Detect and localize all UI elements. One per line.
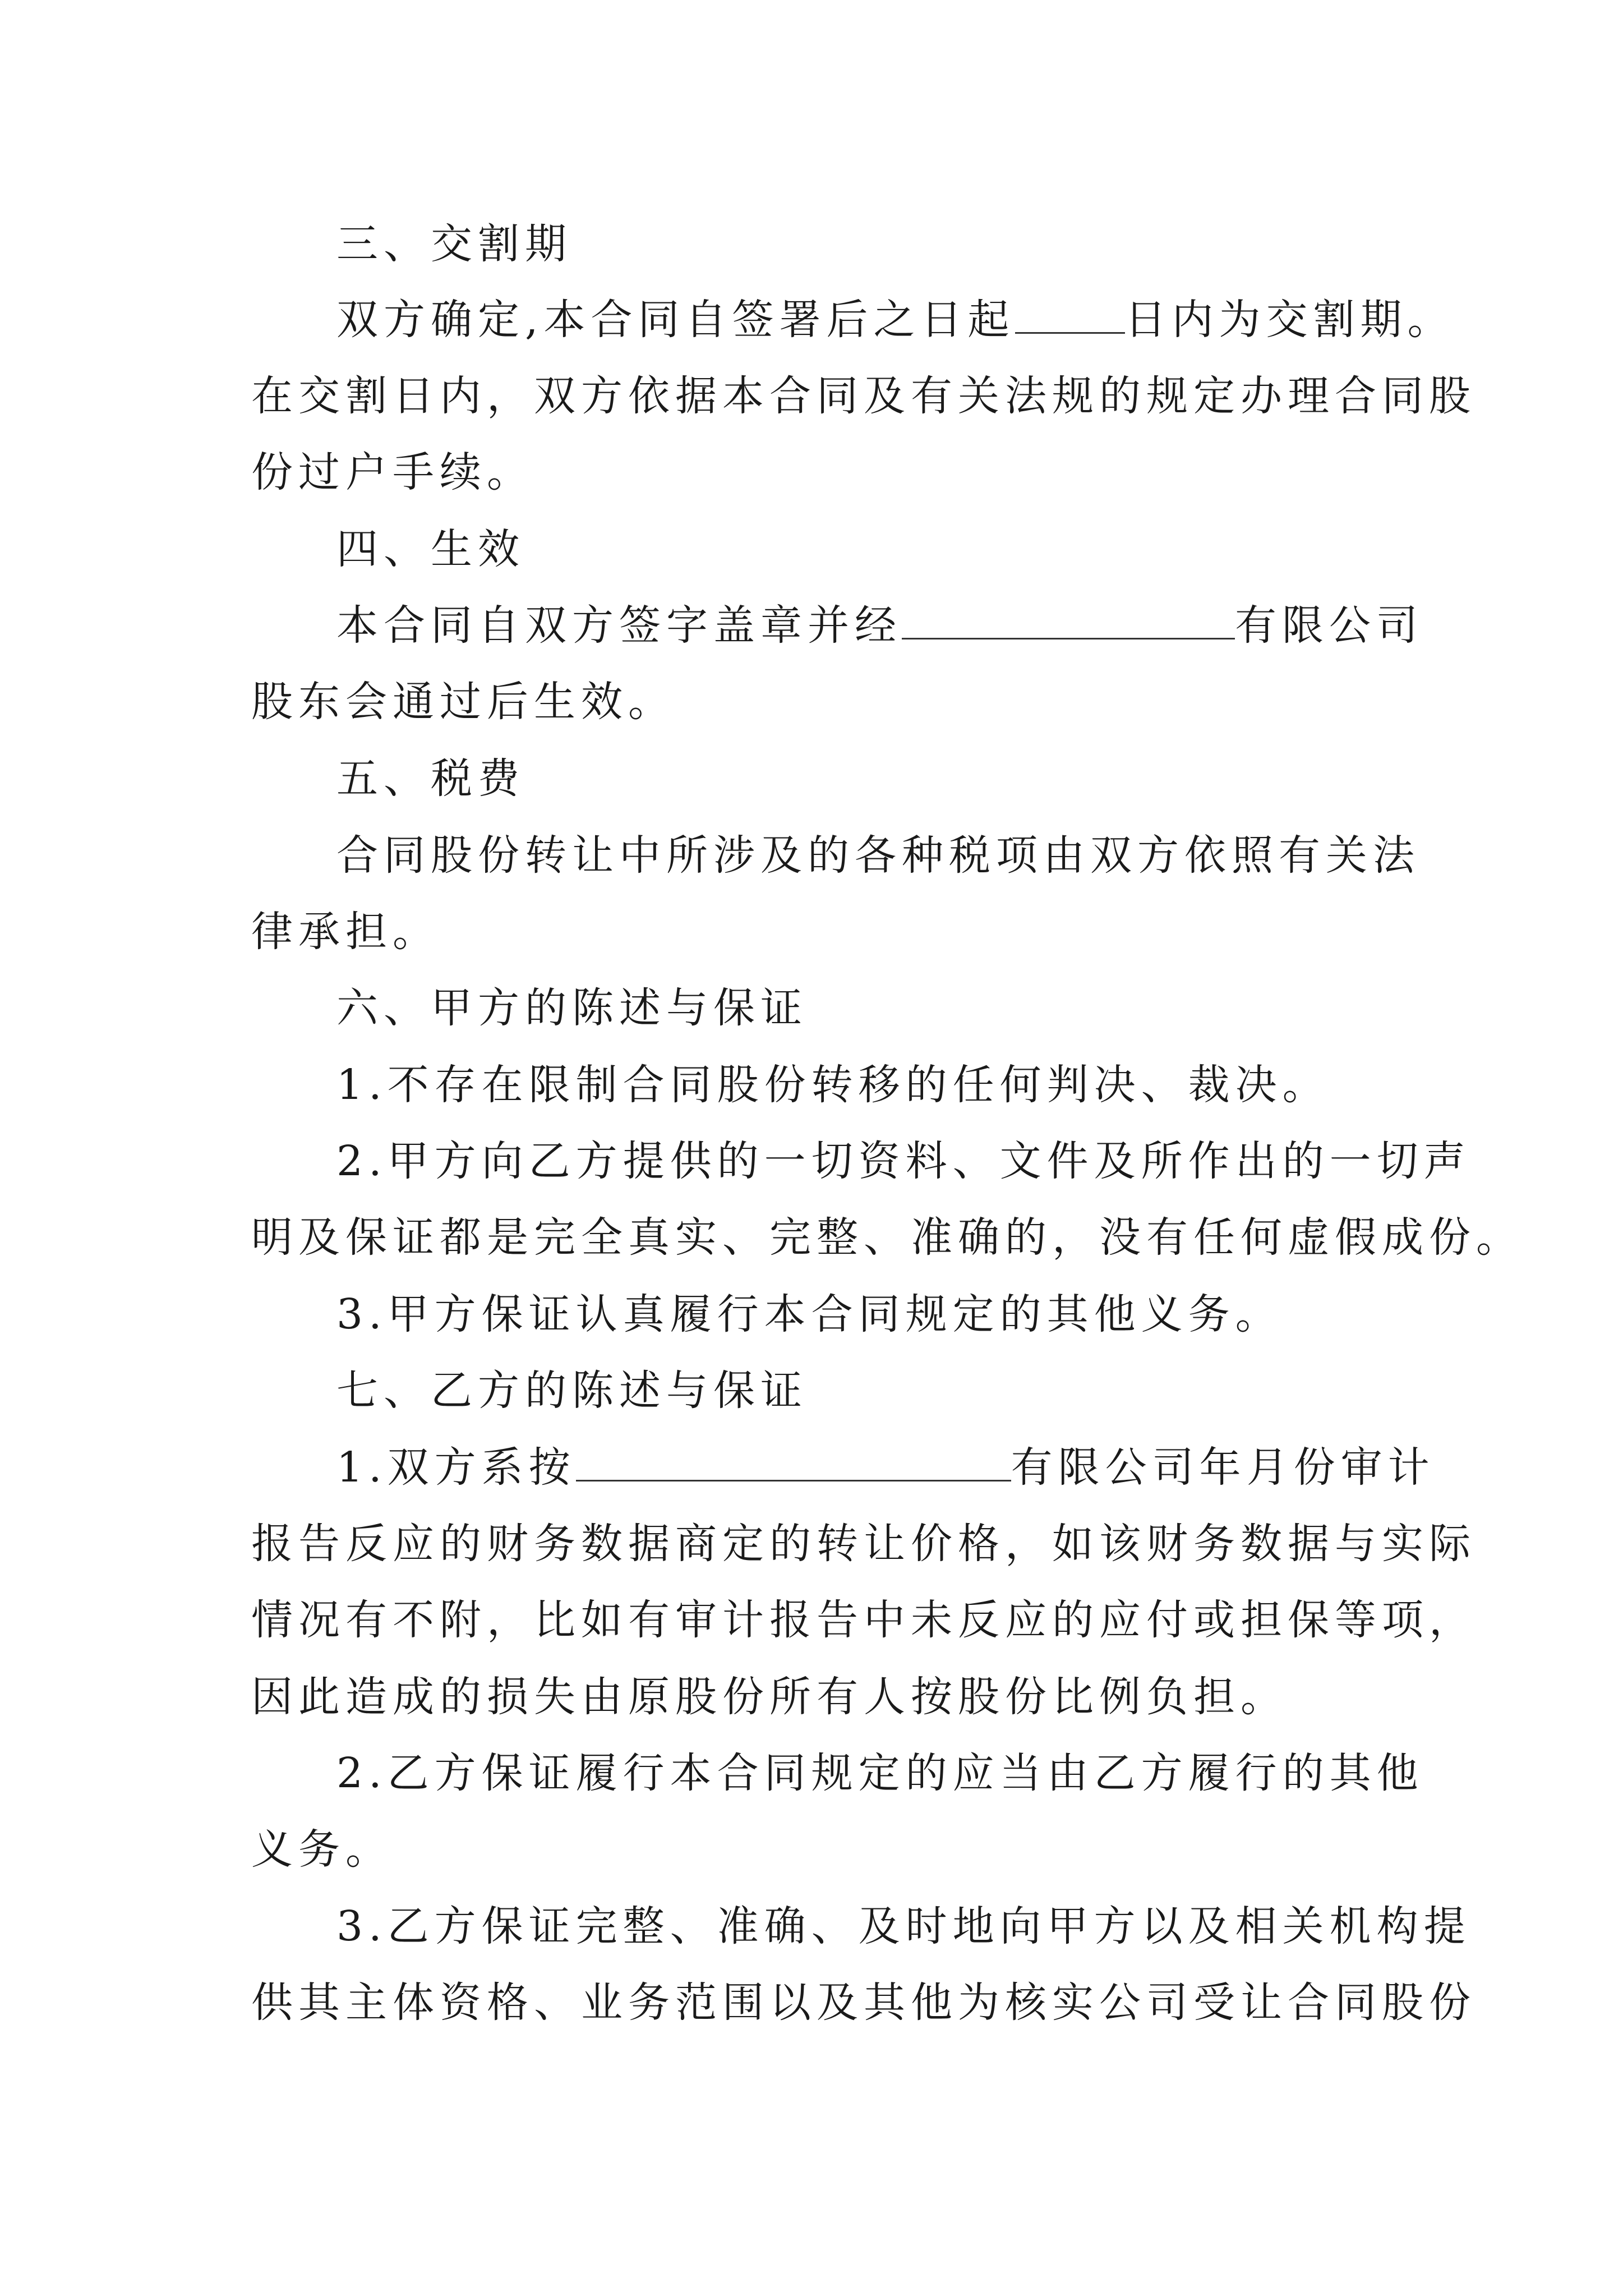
section-5-text-a: 合同股份转让中所涉及的各种税项由双方依照有关法: [336, 831, 1420, 880]
section-3-paragraph-line-2: [251, 368, 1476, 424]
section-6-item-1: [336, 1057, 1330, 1113]
section-7-item-1-text-a: 1.双方系按: [336, 1443, 576, 1492]
section-7-item-1-text-b: 有限公司年月份审计: [1011, 1443, 1435, 1492]
section-7-heading: [336, 1363, 808, 1419]
section-6-item-2-line-1: [336, 1133, 1471, 1189]
section-3-text-a: 双方确定,本合同自签署后之日起: [336, 296, 1015, 344]
delivery-days-blank: [1015, 295, 1125, 334]
section-4-paragraph-line-1: [336, 597, 1423, 654]
section-4-text-c: 股东会通过后生效。: [251, 678, 675, 726]
section-7-item-1-text-c: 报告反应的财务数据商定的转让价格，如该财务数据与实际: [251, 1520, 1476, 1568]
section-6-item-2-text-a: 2.甲方向乙方提供的一切资料、文件及所作出的一切声: [336, 1137, 1471, 1185]
section-4-heading-text: 四、生效: [336, 525, 525, 573]
section-6-heading: [336, 980, 808, 1036]
section-6-item-2-line-2: [251, 1209, 1523, 1266]
section-7-item-2-line-1: [336, 1745, 1424, 1801]
section-7-item-1-line-4: [251, 1669, 1288, 1725]
section-4-text-b: 有限公司: [1235, 601, 1423, 650]
section-7-item-2-text-a: 2.乙方保证履行本合同规定的应当由乙方履行的其他: [336, 1749, 1424, 1797]
section-7-item-1-line-3: [251, 1592, 1476, 1648]
section-7-item-2-line-2: [251, 1821, 393, 1878]
section-3-heading: [336, 216, 572, 272]
section-7-item-3-line-2: [251, 1975, 1476, 2031]
section-7-item-3-text-b: 供其主体资格、业务范围以及其他为核实公司受让合同股份: [251, 1978, 1476, 2027]
section-4-text-a: 本合同自双方签字盖章并经: [336, 601, 902, 650]
section-6-item-1-text: 1.不存在限制合同股份转移的任何判决、裁决。: [336, 1061, 1330, 1109]
section-7-item-3-line-1: [336, 1898, 1471, 1954]
section-3-text-c: 在交割日内，双方依据本合同及有关法规的规定办理合同股: [251, 372, 1476, 420]
section-7-heading-text: 七、乙方的陈述与保证: [336, 1366, 808, 1415]
section-4-heading: [336, 521, 525, 577]
section-6-item-3-text: 3.甲方保证认真履行本合同规定的其他义务。: [336, 1290, 1283, 1338]
audit-company-blank: [576, 1443, 1011, 1481]
section-7-item-1-line-2: [251, 1516, 1476, 1572]
section-7-item-1-line-1: [336, 1439, 1435, 1496]
section-3-paragraph-line-1: [336, 292, 1455, 348]
section-3-paragraph-line-3: [251, 444, 534, 500]
section-3-heading-text: 三、交割期: [336, 220, 572, 268]
section-7-item-3-text-a: 3.乙方保证完整、准确、及时地向甲方以及相关机构提: [336, 1902, 1471, 1950]
section-5-paragraph-line-1: [336, 827, 1420, 884]
company-name-blank: [902, 601, 1235, 639]
section-4-paragraph-line-2: [251, 674, 675, 730]
section-6-item-2-text-b: 明及保证都是完全真实、完整、准确的，没有任何虚假成份。: [251, 1213, 1523, 1262]
section-7-item-1-text-d: 情况有不附，比如有审计报告中未反应的应付或担保等项，: [251, 1596, 1476, 1644]
section-5-text-b: 律承担。: [251, 908, 440, 956]
section-3-text-b: 日内为交割期。: [1124, 296, 1455, 344]
section-7-item-2-text-b: 义务。: [251, 1825, 393, 1874]
section-5-paragraph-line-2: [251, 904, 440, 960]
section-6-item-3: [336, 1286, 1283, 1342]
section-5-heading-text: 五、税费: [336, 754, 525, 803]
section-7-item-1-text-e: 因此造成的损失由原股份所有人按股份比例负担。: [251, 1673, 1288, 1721]
section-6-heading-text: 六、甲方的陈述与保证: [336, 984, 808, 1032]
section-5-heading: [336, 751, 525, 807]
section-3-text-d: 份过户手续。: [251, 448, 534, 496]
